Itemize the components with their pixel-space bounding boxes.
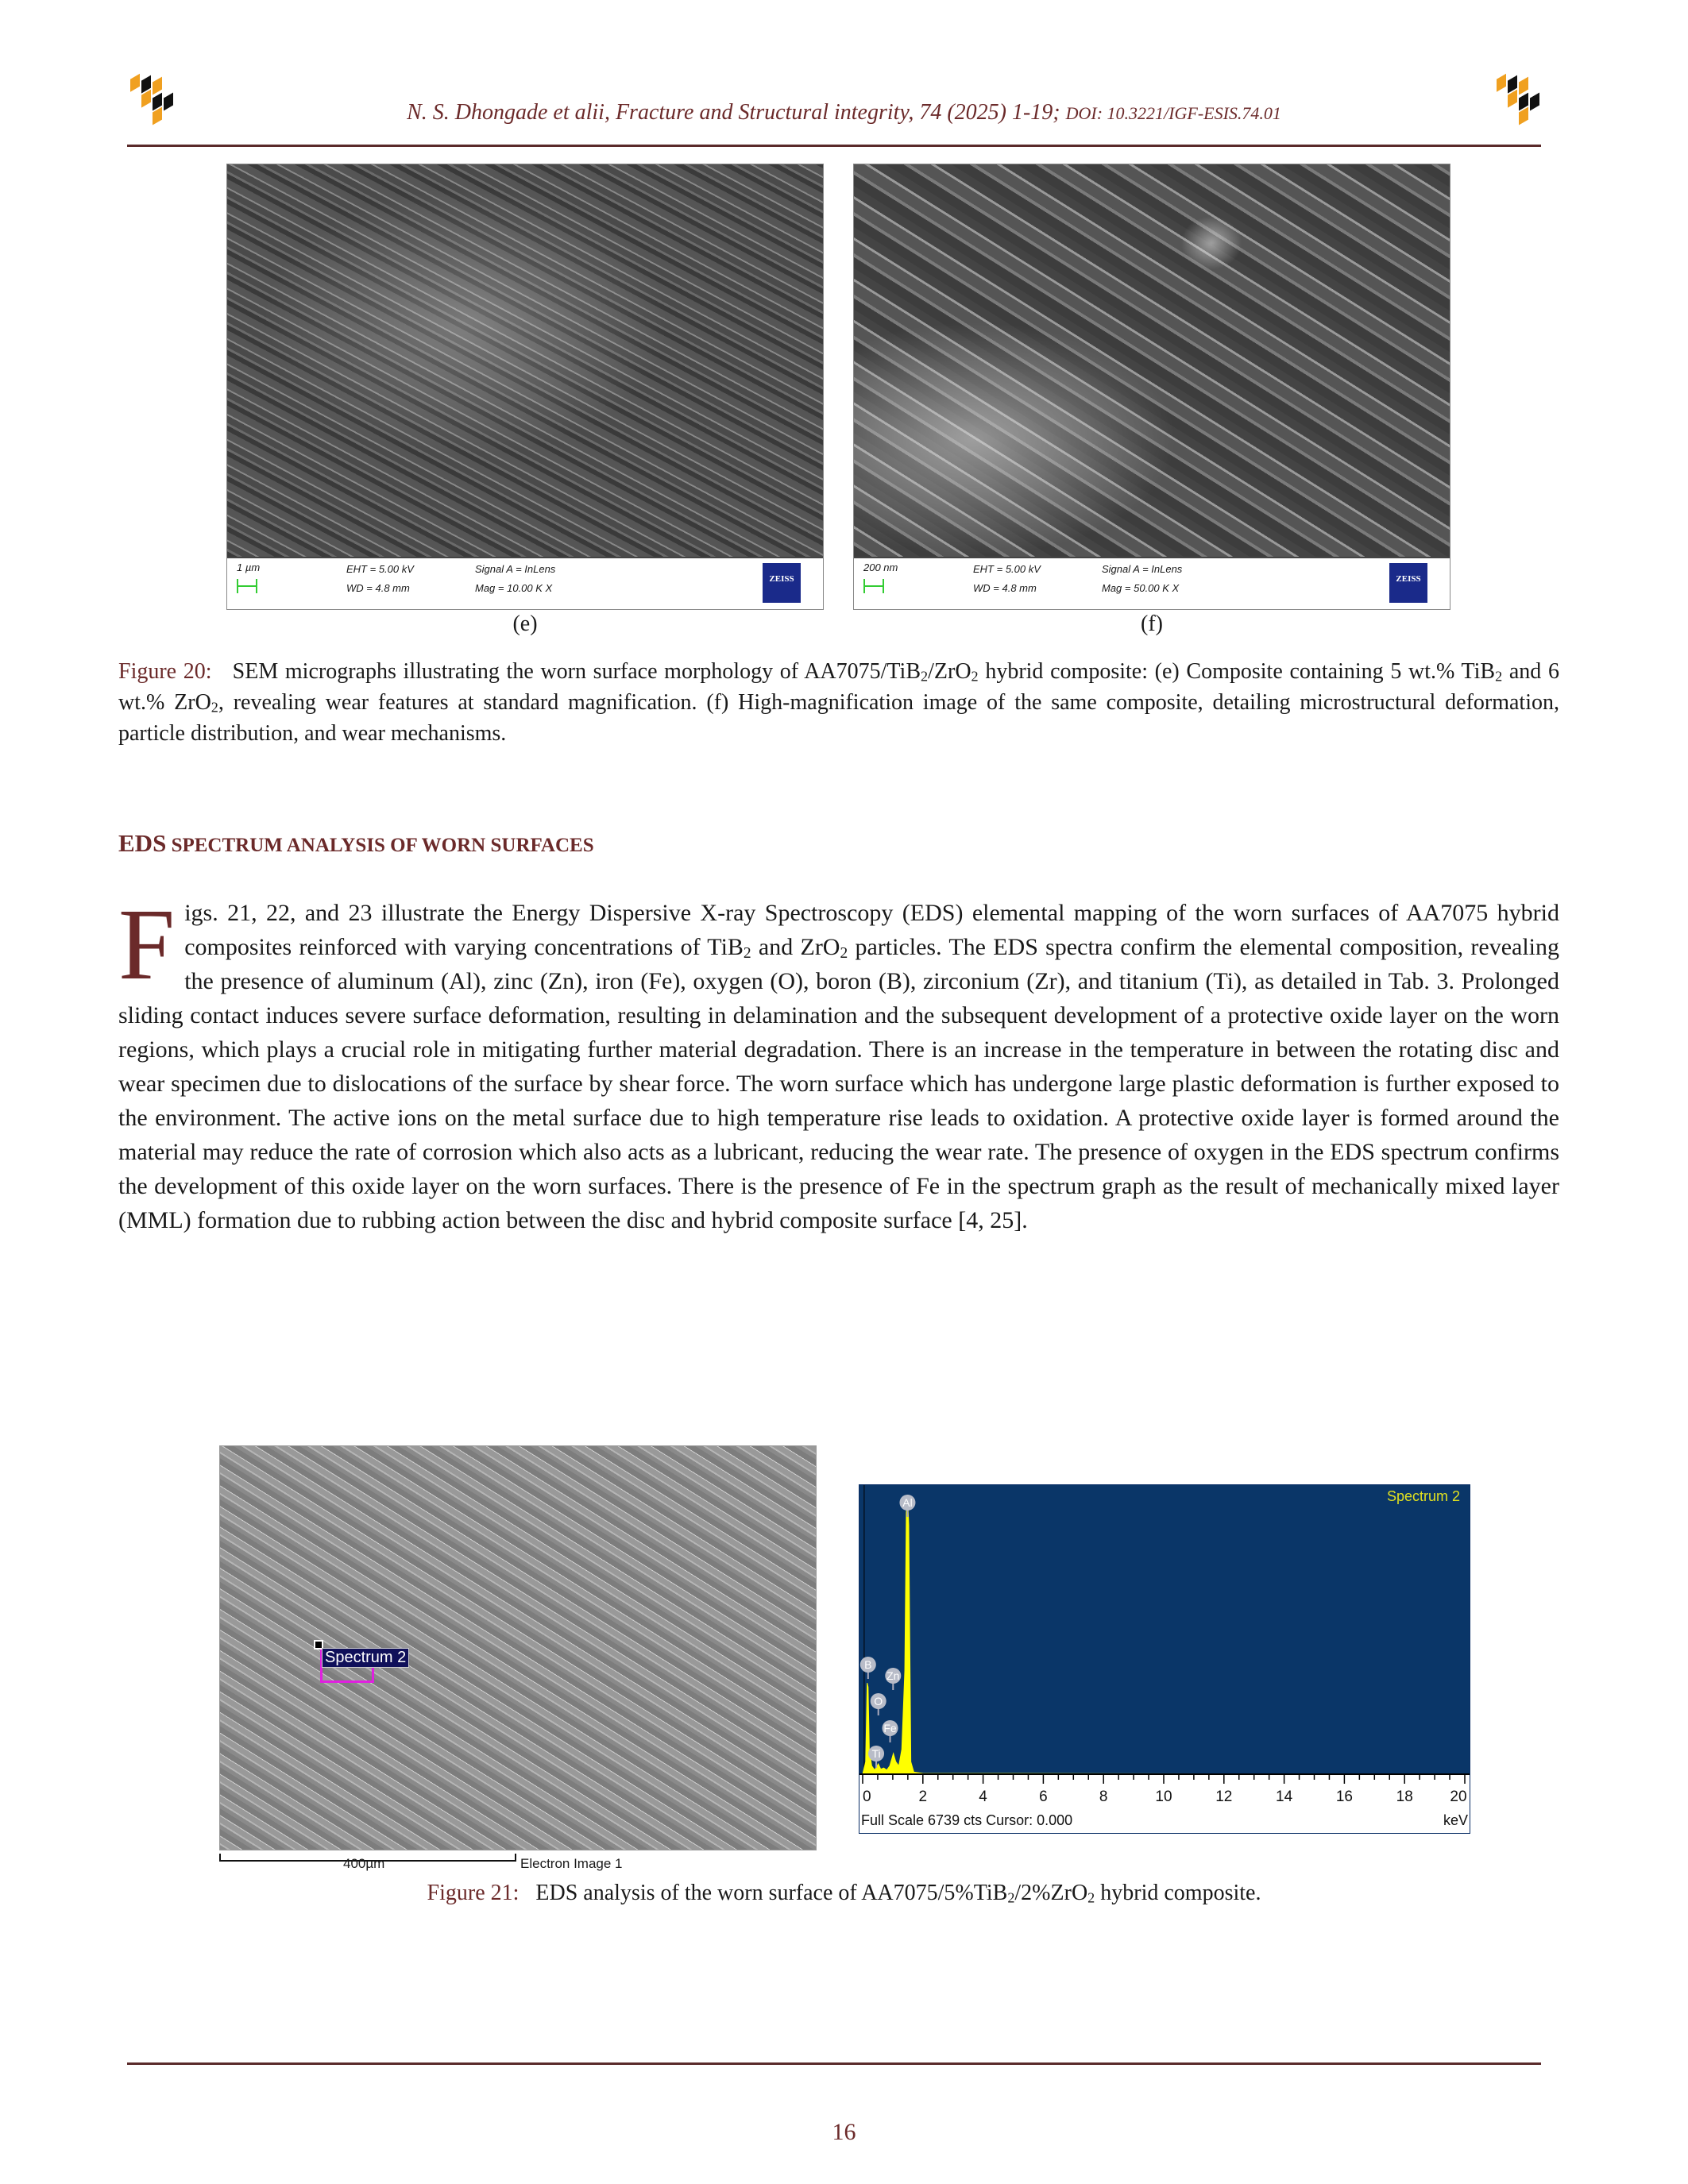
peak-label-b: B: [864, 1658, 872, 1671]
heading-text: SPECTRUM ANALYSIS OF WORN SURFACES: [166, 835, 594, 856]
subscript: 2: [1087, 1889, 1095, 1906]
caption-text: /2%ZrO: [1014, 1881, 1088, 1905]
sublabel-e: (e): [512, 612, 538, 636]
body-paragraph: [118, 888, 1559, 1237]
wd: WD = 4.8 mm: [973, 582, 1037, 594]
eds-spectrum-chart: [859, 1484, 1470, 1834]
heading-acronym: EDS: [118, 829, 167, 857]
caption-text: /ZrO: [928, 659, 971, 684]
x-tick-label: 14: [1276, 1788, 1293, 1805]
plot-background: [859, 1485, 1470, 1774]
eht: EHT = 5.00 kV: [973, 563, 1041, 575]
x-axis-unit: keV: [1443, 1812, 1468, 1828]
drop-cap: F: [118, 888, 176, 1001]
caption-text: SEM micrographs illustrating the worn surface morphology of AA7075/TiB: [232, 659, 921, 684]
caption-text: , revealing wear features at standard magnification. (f) High-magnification image of the same composite, detailing microstructural deformation, particle distribution, and wear mechanisms.: [118, 690, 1559, 746]
peak-label-zn: Zn: [886, 1669, 900, 1682]
doi: DOI: 10.3221/IGF-ESIS.74.01: [1065, 103, 1281, 123]
full-scale-readout: Full Scale 6739 cts Cursor: 0.000: [861, 1812, 1073, 1828]
scale-label: 1 µm: [237, 561, 261, 573]
sem-info-bar: [227, 557, 823, 609]
scale-bar: [237, 579, 257, 593]
mag: Mag = 10.00 K X: [475, 582, 553, 594]
x-tick-label: 16: [1335, 1788, 1353, 1805]
subscript: 2: [1495, 668, 1503, 685]
signal: Signal A = InLens: [1102, 563, 1183, 575]
caption-label: Figure 21:: [427, 1881, 520, 1905]
x-tick-label: 8: [1099, 1788, 1108, 1805]
scale-bar: [863, 579, 884, 593]
paragraph-text: particles. The EDS spectra confirm the elemental composition, revealing the presence of aluminum (Al), zinc (Zn), iron (Fe), oxygen (O), boron (B), zirconium (Zr), and titanium (Ti), as detailed in Tab. 3. Prolonged sliding contact induces severe surface deformation, resulting in delamination and the subsequent development of a protective oxide layer on the worn regions, which plays a crucial role in mitigating further material degradation. There is an increase in the temperature in between the rotating disc and wear specimen due to dislocations of the surface by shear force. The worn surface which has undergone large plastic deformation is further exposed to the environment. The active ions on the metal surface due to high temperature rise leads to oxidation. A protective oxide layer is formed around the material may reduce the rate of corrosion which also acts as a lubricant, reducing the wear rate. The presence of oxygen in the EDS spectrum confirms the development of this oxide layer on the worn surfaces. There is the presence of Fe in the spectrum graph as the result of mechanically mixed layer (MML) formation due to rubbing action between the disc and hybrid composite surface [4, 25].: [118, 934, 1559, 1233]
header-rule: [127, 145, 1541, 147]
x-tick-label: 10: [1155, 1788, 1172, 1805]
sem-micrograph-f: [853, 164, 1450, 610]
figure-20-caption: [118, 656, 1559, 749]
caption-text: hybrid composite.: [1095, 1881, 1261, 1905]
wd: WD = 4.8 mm: [346, 582, 410, 594]
section-heading: [118, 829, 594, 858]
sem-image: [227, 164, 823, 557]
sem-info-bar: [854, 557, 1450, 609]
x-tick-label: 18: [1396, 1788, 1413, 1805]
electron-image-title: Electron Image 1: [520, 1856, 623, 1871]
subscript: 2: [1007, 1889, 1015, 1906]
electron-image: [219, 1445, 817, 1850]
peak-label-al: Al: [902, 1496, 913, 1509]
paragraph-text: and ZrO: [751, 934, 840, 960]
x-tick-label: 4: [979, 1788, 987, 1805]
eht: EHT = 5.00 kV: [346, 563, 414, 575]
peak-label-ti: Ti: [871, 1747, 881, 1760]
spectrum-svg: [859, 1485, 1470, 1833]
peak-label-o: O: [874, 1695, 883, 1707]
sem-image: [854, 164, 1450, 557]
scale-label: 200 nm: [863, 561, 898, 573]
citation: N. S. Dhongade et alii, Fracture and Structural integrity, 74 (2025) 1-19;: [407, 100, 1060, 125]
zeiss-logo: ZEISS: [763, 563, 801, 603]
subscript: 2: [211, 699, 218, 716]
subscript: 2: [971, 668, 979, 685]
caption-text: hybrid composite: (e) Composite containing 5 wt.% TiB: [978, 659, 1496, 684]
caption-text: and 6 wt.% ZrO: [118, 659, 1559, 715]
x-tick-label: 0: [863, 1788, 871, 1805]
sublabel-f: (f): [1141, 612, 1163, 636]
chart-title: Spectrum 2: [1386, 1488, 1460, 1504]
mag: Mag = 50.00 K X: [1102, 582, 1180, 594]
paragraph-text: igs. 21, 22, and 23 illustrate the Energy Dispersive X-ray Spectroscopy (EDS) elemental mapping of the worn surfaces of AA7075 hybrid composites reinforced with varying concentrations of TiB: [184, 900, 1559, 960]
subscript: 2: [921, 668, 929, 685]
signal: Signal A = InLens: [475, 563, 556, 575]
x-tick-label: 20: [1450, 1788, 1467, 1805]
zeiss-logo: ZEISS: [1389, 563, 1427, 603]
caption-label: Figure 20:: [118, 659, 212, 684]
peak-label-fe: Fe: [883, 1722, 897, 1734]
subscript: 2: [840, 944, 848, 962]
scale-label: 400µm: [343, 1856, 385, 1871]
spectrum-region-label: Spectrum 2: [322, 1648, 409, 1668]
subscript: 2: [743, 944, 751, 962]
figure-21-caption: [0, 1877, 1688, 1908]
sem-micrograph-e: [226, 164, 824, 610]
footer-rule: [127, 2062, 1541, 2065]
page-number: 16: [832, 2119, 856, 2145]
x-tick-label: 2: [918, 1788, 928, 1805]
running-header: [159, 100, 1529, 125]
caption-text: EDS analysis of the worn surface of AA7075/5%TiB: [535, 1881, 1008, 1905]
x-tick-label: 12: [1215, 1788, 1233, 1805]
x-tick-label: 6: [1039, 1788, 1048, 1805]
